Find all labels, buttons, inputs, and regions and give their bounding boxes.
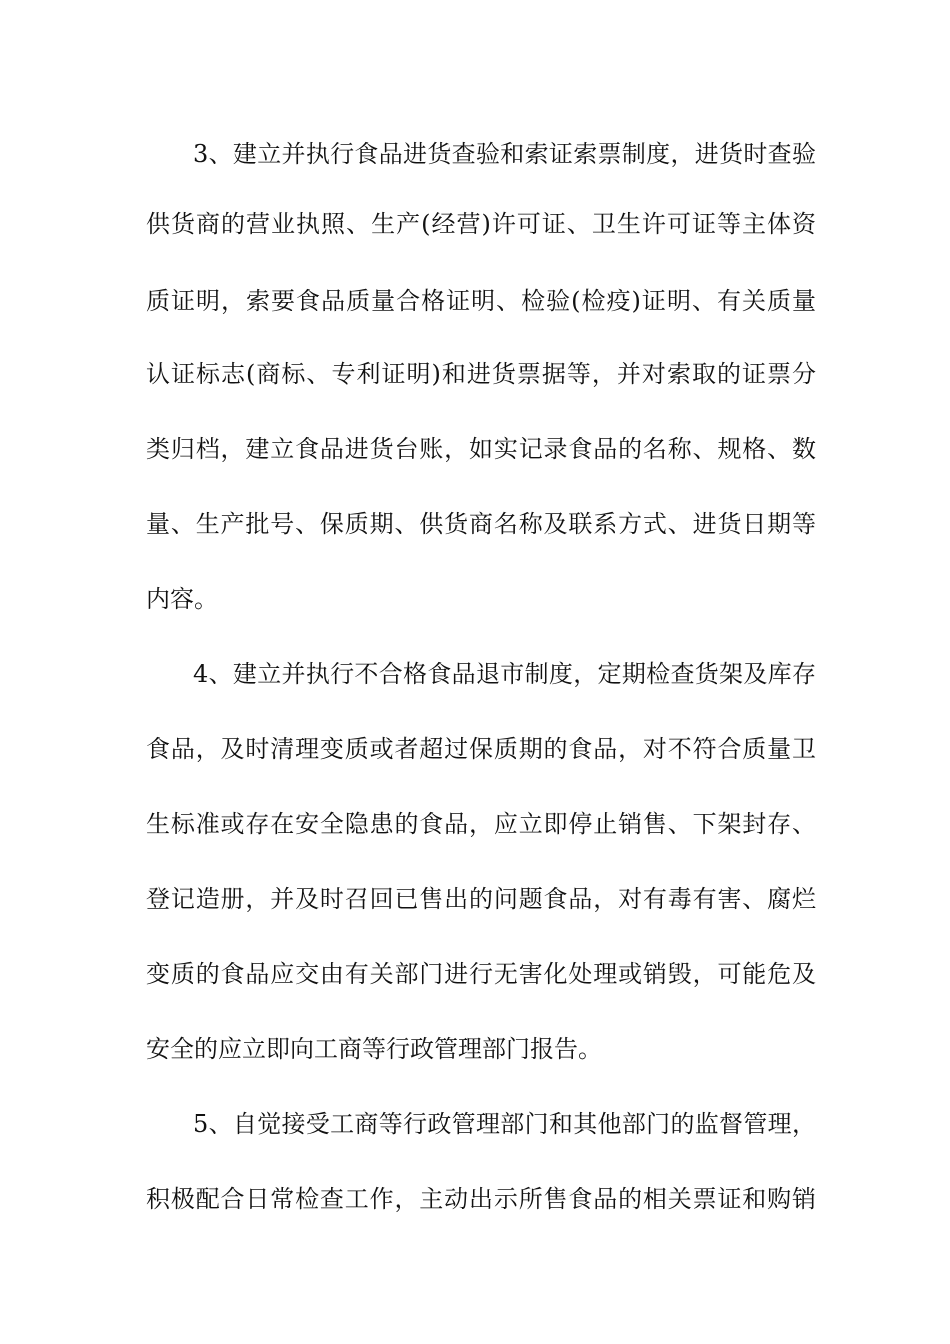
paragraph-3-line-2: 供货商的营业执照、生产(经营)许可证、卫生许可证等主体资 [146,210,816,238]
paragraph-5-line-1: 5、自觉接受工商等行政管理部门和其他部门的监督管理， [193,1110,816,1138]
paragraph-5-line-2: 积极配合日常检查工作，主动出示所售食品的相关票证和购销 [146,1185,816,1213]
paragraph-3-line-3: 质证明，索要食品质量合格证明、检验(检疫)证明、有关质量 [146,287,816,315]
paragraph-3-line-4: 认证标志(商标、专利证明)和进货票据等，并对索取的证票分 [146,360,816,388]
paragraph-4-line-4: 登记造册，并及时召回已售出的问题食品，对有毒有害、腐烂 [146,885,816,913]
paragraph-4-line-3: 生标准或存在安全隐患的食品，应立即停止销售、下架封存、 [146,810,816,838]
paragraph-3-line-6: 量、生产批号、保质期、供货商名称及联系方式、进货日期等 [146,510,816,538]
paragraph-4-line-5: 变质的食品应交由有关部门进行无害化处理或销毁，可能危及 [146,960,816,988]
paragraph-3-line-1: 3、建立并执行食品进货查验和索证索票制度，进货时查验 [193,140,816,168]
paragraph-3-line-7: 内容。 [146,585,218,613]
paragraph-4-line-6: 安全的应立即向工商等行政管理部门报告。 [146,1035,602,1063]
paragraph-3-line-5: 类归档，建立食品进货台账，如实记录食品的名称、规格、数 [146,435,816,463]
paragraph-4-line-1: 4、建立并执行不合格食品退市制度，定期检查货架及库存 [193,660,816,688]
paragraph-4-line-2: 食品，及时清理变质或者超过保质期的食品，对不符合质量卫 [146,735,816,763]
